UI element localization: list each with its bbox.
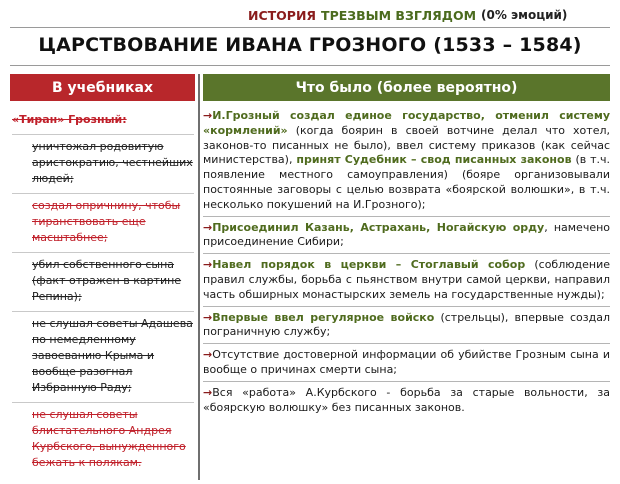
page-title: ЦАРСТВОВАНИЕ ИВАНА ГРОЗНОГО (1533 – 1584) bbox=[38, 34, 582, 56]
facts-column bbox=[203, 108, 610, 421]
fact-text: (в т.ч. появление местного самоуправления) (бояре организовывали постоянные заговоры с целью возврата «боярской волюшки», в т.ч. несколько покушений на И.Грозного); bbox=[203, 153, 610, 211]
fact-text: , намечено присоединение Сибири; bbox=[203, 220, 611, 249]
textbook-claim: убил собственного сына (факт отражен в картине Репина); bbox=[12, 252, 194, 307]
header-banner bbox=[248, 5, 620, 25]
arrow-icon: → bbox=[203, 385, 213, 399]
arrow-icon: → bbox=[203, 310, 213, 324]
arrow-icon: → bbox=[203, 109, 213, 122]
textbook-claim: не слушал советы блистательного Андрея Курбского, вынужденного бежать к полякам. bbox=[12, 402, 194, 473]
fact-highlight: принят Судебник – свод писанных законов bbox=[296, 153, 572, 167]
fact-item bbox=[203, 257, 610, 306]
textbook-heading: «Тиран» Грозный: bbox=[12, 113, 127, 126]
fact-text: Отсутствие достоверной информации об убийстве Грозным сына и вообще о причинах смерти сына; bbox=[203, 348, 610, 376]
fact-text: (стрельцы), впервые создал пограничную службу; bbox=[203, 310, 611, 339]
header-part1: ИСТОРИЯ bbox=[248, 7, 317, 23]
fact-text: (когда боярин в своей вотчине делал что хотел, законов-то писанных не было), ввел систему приказов (как сейчас министерства), bbox=[203, 123, 610, 167]
textbook-claim: уничтожал родовитую аристократию, честнейших людей; bbox=[12, 134, 194, 189]
fact-item bbox=[203, 220, 610, 255]
arrow-icon: → bbox=[203, 348, 213, 362]
textbook-column bbox=[12, 112, 194, 477]
divider-top bbox=[10, 27, 610, 28]
header-part3: (0% эмоций) bbox=[481, 8, 568, 22]
left-column-header: В учебниках bbox=[10, 74, 195, 101]
right-column-header: Что было (более вероятно) bbox=[203, 74, 610, 101]
fact-item bbox=[203, 347, 610, 382]
header-part2: ТРЕЗВЫМ ВЗГЛЯДОМ bbox=[321, 7, 477, 23]
textbook-claim: не слушал советы Адашева по немедленному завоеванию Крыма и вообще разогнал Избранную Раду; bbox=[12, 311, 194, 398]
textbook-claim: создал опричнину, чтобы тиранствовать еще масштабнее; bbox=[12, 193, 194, 248]
fact-highlight: Впервые ввел регулярное войско bbox=[212, 310, 435, 324]
fact-text: Вся «работа» А.Курбского - борьба за старые вольности, за «боярскую волюшку» без писанных законов. bbox=[203, 385, 610, 414]
fact-highlight: Навел порядок в церкви – Стоглавый собор bbox=[212, 258, 526, 272]
fact-item bbox=[203, 310, 610, 345]
arrow-icon: → bbox=[203, 258, 213, 272]
fact-item bbox=[203, 385, 610, 419]
column-divider bbox=[198, 74, 200, 480]
divider-title bbox=[10, 65, 610, 66]
fact-highlight: И.Грозный создал единое государство, отменил систему «кормлений» bbox=[203, 109, 610, 137]
arrow-icon: → bbox=[203, 220, 213, 234]
fact-item bbox=[203, 108, 610, 217]
fact-highlight: Присоединил Казань, Астрахань, Ногайскую орду bbox=[212, 220, 545, 234]
fact-text: (соблюдение правил службы, борьба с пьянством внутри самой церкви, направил часть обширных монастырских земель на государственные нужды); bbox=[203, 258, 610, 301]
